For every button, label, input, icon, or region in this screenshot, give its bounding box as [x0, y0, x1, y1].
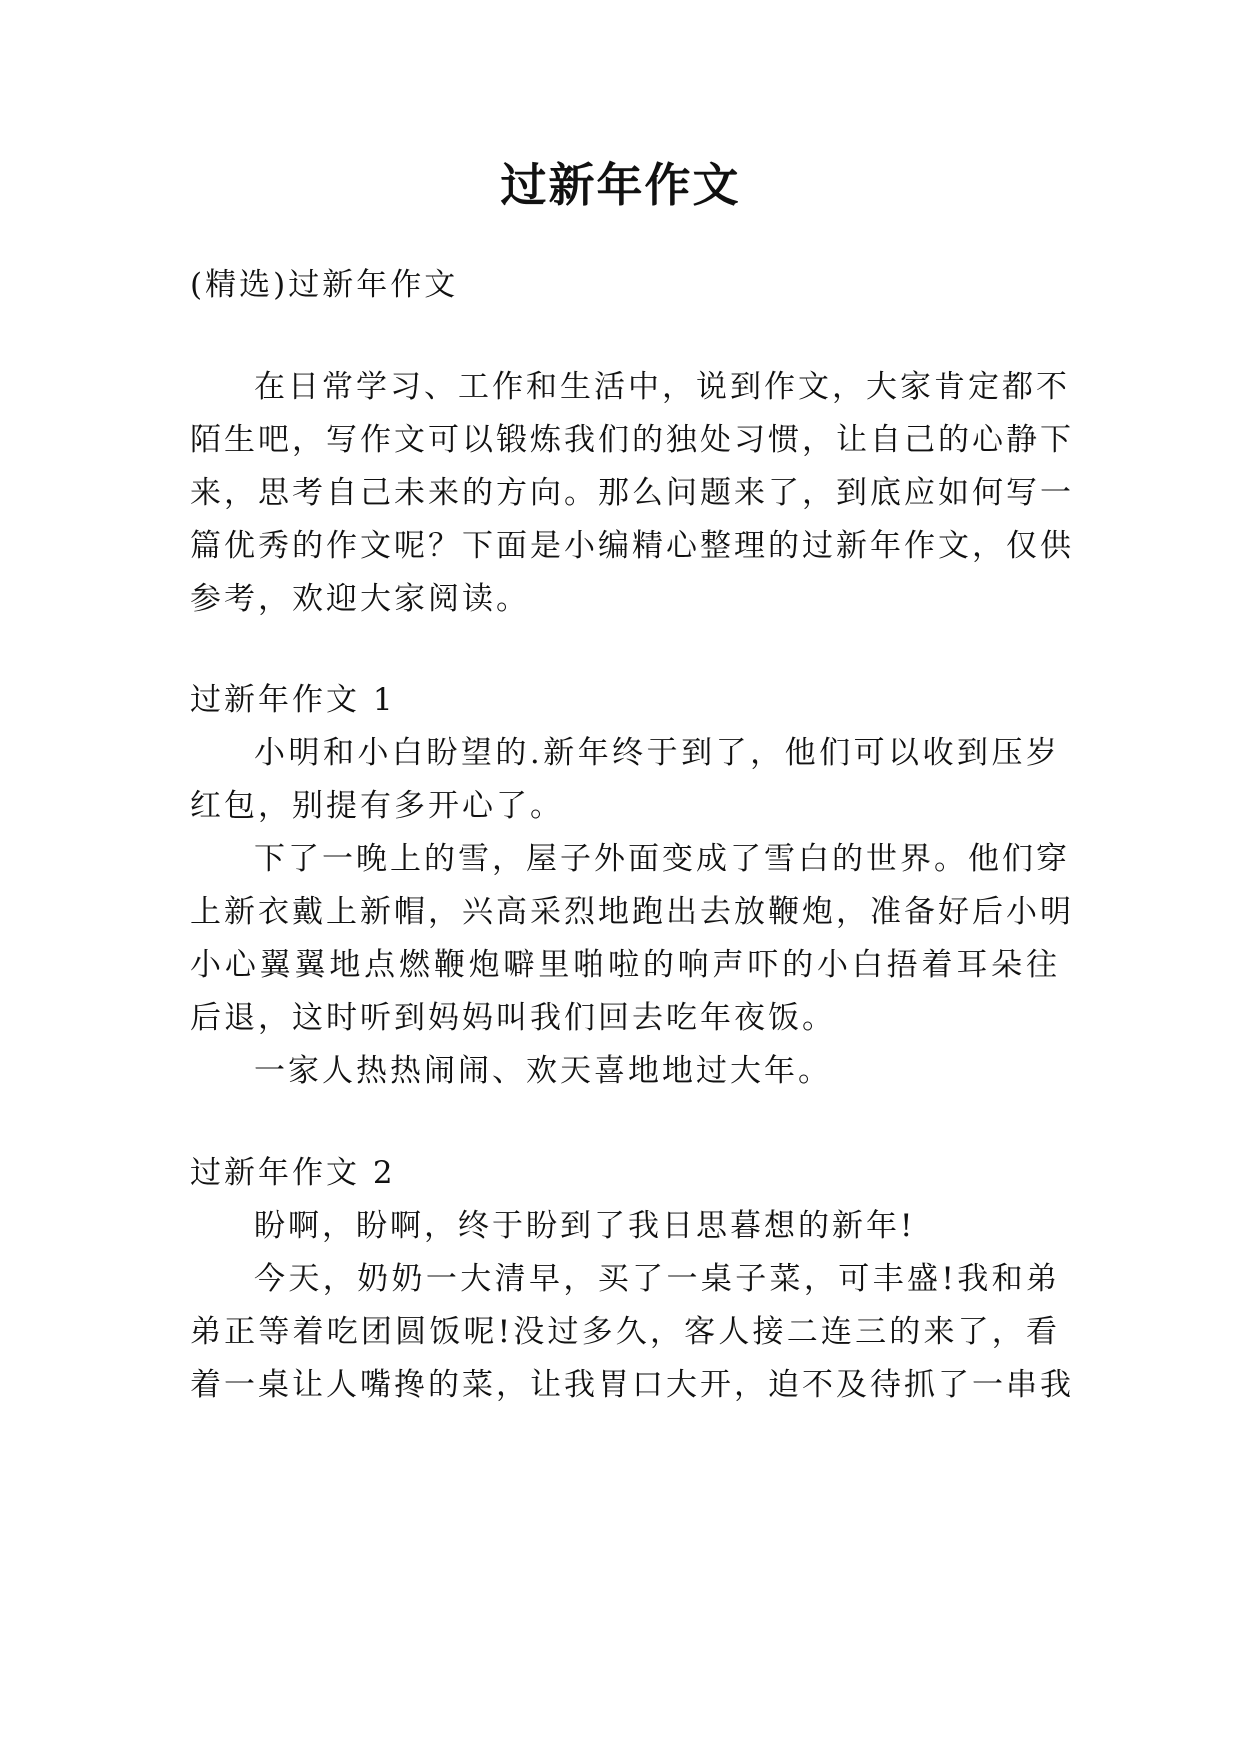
- essay2-line: 着一桌让人嘴搀的菜，让我胃口大开，迫不及待抓了一串我: [190, 1367, 1074, 1403]
- essay2-line: 弟正等着吃团圆饭呢!没过多久，客人接二连三的来了，看: [190, 1314, 1060, 1350]
- essay1-line: 红包，别提有多开心了。: [190, 788, 564, 824]
- intro-line: 参考，欢迎大家阅读。: [190, 581, 530, 617]
- document-subtitle: (精选)过新年作文: [190, 267, 459, 303]
- essay1-line: 小明和小白盼望的.新年终于到了，他们可以收到压岁: [254, 735, 1060, 771]
- intro-line: 篇优秀的作文呢？下面是小编精心整理的过新年作文，仅供: [190, 528, 1074, 564]
- essay1-heading: 过新年作文 1: [190, 682, 396, 718]
- document-title: 过新年作文: [500, 158, 741, 212]
- intro-line: 在日常学习、工作和生活中，说到作文，大家肯定都不: [254, 369, 1070, 405]
- essay1-line: 下了一晚上的雪，屋子外面变成了雪白的世界。他们穿: [254, 841, 1070, 877]
- essay1-line: 后退，这时听到妈妈叫我们回去吃年夜饭。: [190, 1000, 836, 1036]
- essay1-line: 上新衣戴上新帽，兴高采烈地跑出去放鞭炮，准备好后小明: [190, 894, 1074, 930]
- essay2-line: 盼啊，盼啊，终于盼到了我日思暮想的新年!: [254, 1208, 916, 1244]
- essay1-line: 小心翼翼地点燃鞭炮噼里啪啦的响声吓的小白捂着耳朵往: [190, 947, 1060, 983]
- essay2-heading: 过新年作文 2: [190, 1155, 396, 1191]
- intro-line: 来，思考自己未来的方向。那么问题来了，到底应如何写一: [190, 475, 1074, 511]
- essay1-line: 一家人热热闹闹、欢天喜地地过大年。: [254, 1053, 832, 1089]
- essay2-line: 今天，奶奶一大清早，买了一桌子菜，可丰盛!我和弟: [254, 1261, 1060, 1297]
- intro-line: 陌生吧，写作文可以锻炼我们的独处习惯，让自己的心静下: [190, 422, 1074, 458]
